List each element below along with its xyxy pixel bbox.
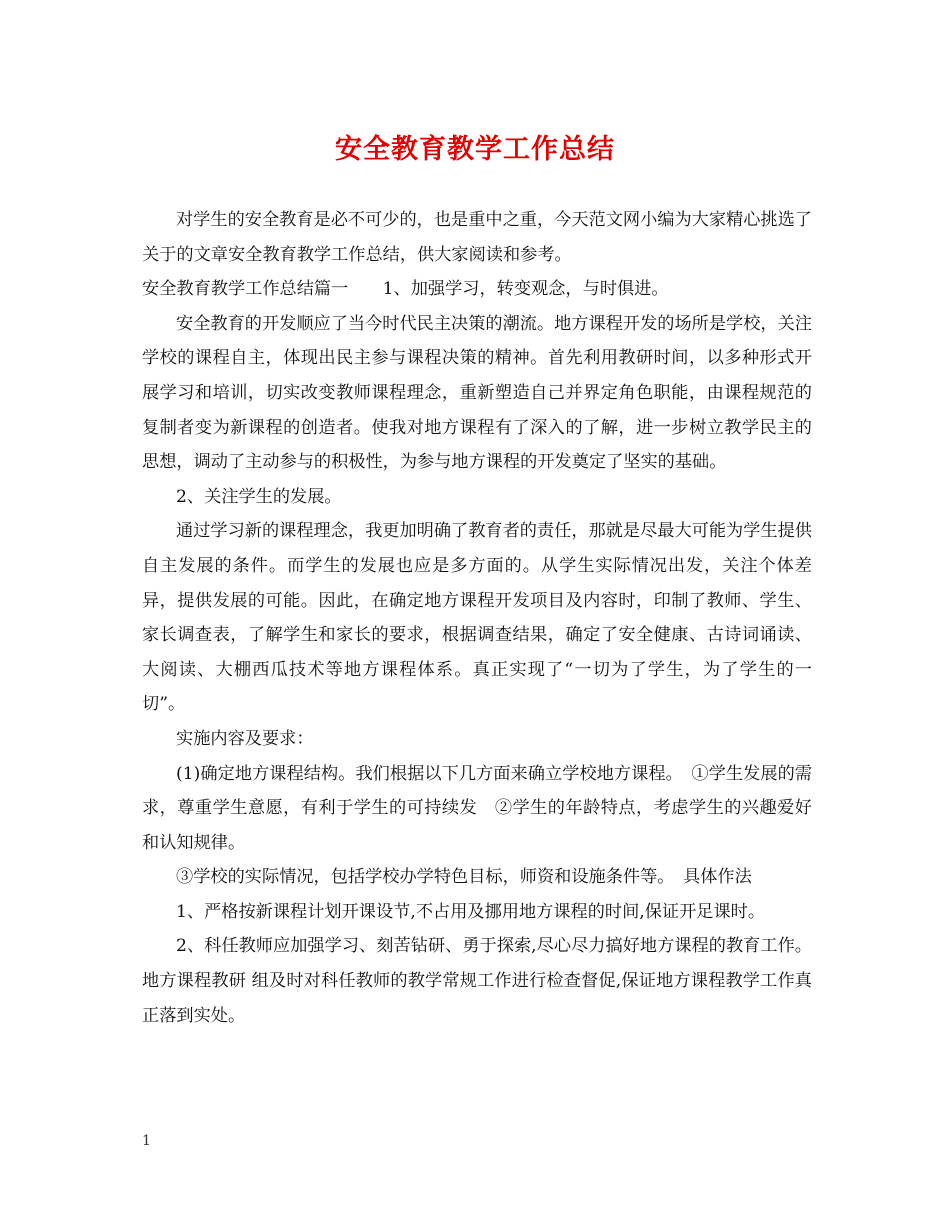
paragraph-intro: 对学生的安全教育是必不可少的，也是重中之重，今天范文网小编为大家精心挑选了关于的文章安全教育教学工作总结，供大家阅读和参考。 — [142, 210, 812, 265]
paragraph-school-conditions: ③学校的实际情况，包括学校办学特色目标，师资和设施条件等。 具体作法 — [176, 867, 752, 888]
paragraph-practice-2: 2、科任教师应加强学习、刻苦钻研、勇于探索,尽心尽力搞好地方课程的教育工作。地方课程教研 组及时对科任教师的教学常规工作进行检查督促,保证地方课程教学工作真正落到实处。 — [142, 936, 812, 1026]
paragraph-section-heading: 安全教育教学工作总结篇一 1、加强学习，转变观念，与时俱进。 — [142, 279, 669, 300]
paragraph-development: 安全教育的开发顺应了当今时代民主决策的潮流。地方课程开发的场所是学校，关注学校的课程自主，体现出民主参与课程决策的精神。首先利用教研时间，以多种形式开展学习和培训，切实改变教师课程理念，重新塑造自己并界定角色职能，由课程规范的复制者变为新课程的创造者。使我对地方课程有了深入的了解，进一步树立教学民主的思想，调动了主动参与的积极性，为参与地方课程的开发奠定了坚实的基础。 — [142, 313, 812, 473]
paragraph-practice-1: 1、严格按新课程计划开课设节,不占用及挪用地方课程的时间,保证开足课时。 — [176, 901, 766, 922]
document-body — [142, 203, 812, 1033]
document-title: 安全教育教学工作总结 — [335, 134, 615, 165]
paragraph-student-development: 通过学习新的课程理念，我更加明确了教育者的责任，那就是尽最大可能为学生提供自主发展的条件。而学生的发展也应是多方面的。从学生实际情况出发，关注个体差异，提供发展的可能。因此，在确定地方课程开发项目及内容时，印制了教师、学生、家长调查表，了解学生和家长的要求，根据调查结果，确定了安全健康、古诗词诵读、大阅读、大棚西瓜技术等地方课程体系。真正实现了“一切为了学生，为了学生的一切”。 — [142, 521, 812, 715]
paragraph-curriculum-structure: (1)确定地方课程结构。我们根据以下几方面来确立学校地方课程。 ①学生发展的需求，尊重学生意愿，有利于学生的可持续发 ②学生的年龄特点，考虑学生的兴趣爱好和认知规律。 — [142, 763, 812, 853]
page-number: 1 — [142, 1133, 151, 1149]
paragraph-item-2: 2、关注学生的发展。 — [176, 486, 342, 507]
paragraph-requirements-heading: 实施内容及要求： — [176, 728, 314, 749]
